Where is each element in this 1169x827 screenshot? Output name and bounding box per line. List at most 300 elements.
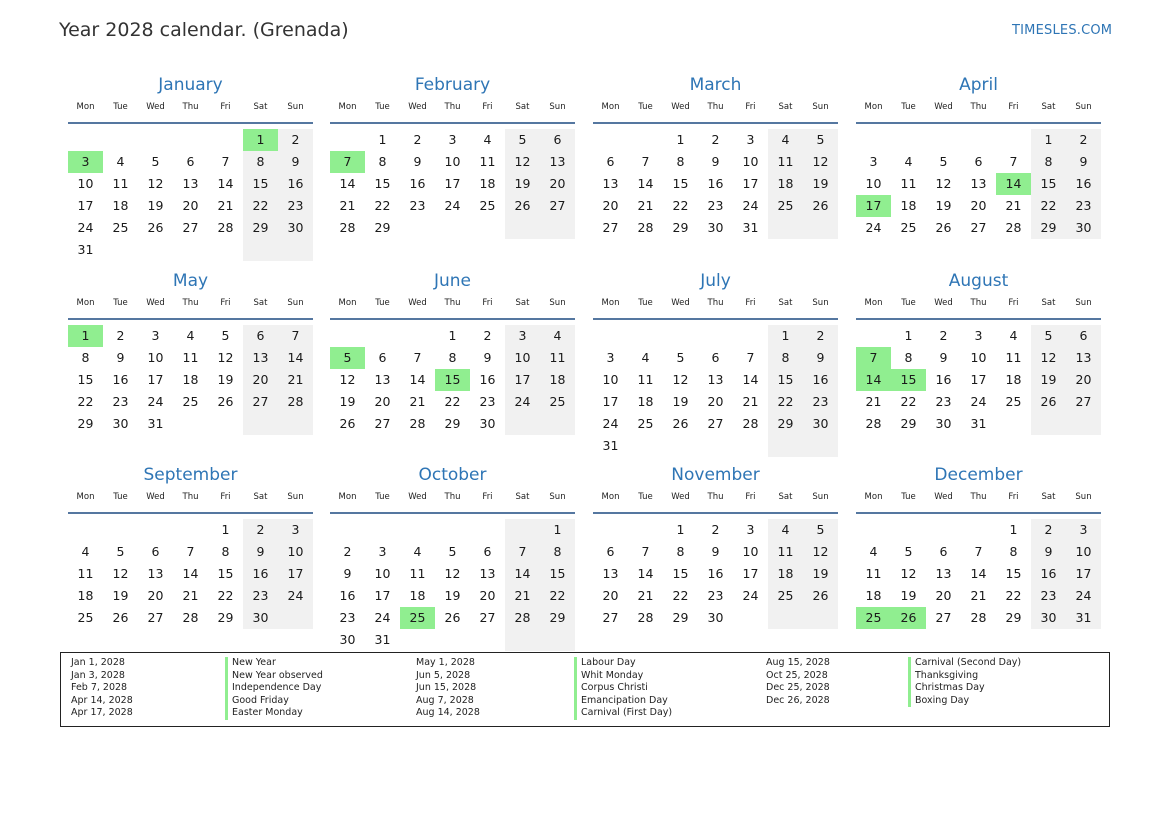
day-cell: 17 <box>970 372 987 387</box>
day-cell: 18 <box>182 372 199 387</box>
day-cell: 13 <box>374 372 391 387</box>
day-cell: 13 <box>602 566 619 581</box>
day-cell: 14 <box>278 347 313 369</box>
day-cell: 15 <box>77 372 94 387</box>
day-cell: 22 <box>540 585 575 607</box>
day-cell: 8 <box>1009 544 1018 559</box>
day-cell: 27 <box>602 610 619 625</box>
day-cell: 22 <box>672 198 689 213</box>
day-cell: 7 <box>186 544 195 559</box>
day-cell: 18 <box>865 588 882 603</box>
day-cell: 29 <box>672 610 689 625</box>
holiday-day-cell: 3 <box>68 151 103 173</box>
day-cell: 6 <box>606 154 615 169</box>
day-cell: 20 <box>935 588 952 603</box>
day-cell: 31 <box>970 416 987 431</box>
day-cell: 12 <box>112 566 129 581</box>
day-cell: 2 <box>278 129 313 151</box>
day-cell: 20 <box>970 198 987 213</box>
day-cell: 1 <box>1009 522 1018 537</box>
day-cell: 27 <box>1066 391 1101 413</box>
day-cell: 20 <box>602 198 619 213</box>
day-cell: 12 <box>900 566 917 581</box>
day-cell: 30 <box>112 416 129 431</box>
day-cell: 19 <box>1031 369 1066 391</box>
weekday-label: Fri <box>220 298 231 308</box>
legend-names-column <box>908 657 1021 707</box>
weekday-label: Tue <box>901 298 916 308</box>
day-cell: 5 <box>676 350 685 365</box>
day-cell: 24 <box>865 220 882 235</box>
day-cell: 21 <box>865 394 882 409</box>
day-cell: 17 <box>602 394 619 409</box>
day-cell: 6 <box>974 154 983 169</box>
holiday-day-cell: 17 <box>856 195 891 217</box>
day-cell: 29 <box>77 416 94 431</box>
day-cell: 4 <box>641 350 650 365</box>
day-cell: 4 <box>483 132 492 147</box>
day-cell: 24 <box>374 610 391 625</box>
weekday-header <box>593 298 838 320</box>
day-cell: 27 <box>243 391 278 413</box>
day-cell: 12 <box>339 372 356 387</box>
holiday-day-cell: 15 <box>891 369 926 391</box>
weekend-blank-cell <box>768 217 803 239</box>
day-cell: 22 <box>768 391 803 413</box>
day-cell: 3 <box>151 328 160 343</box>
legend-date: Jan 1, 2028 <box>71 657 125 668</box>
day-cell: 4 <box>904 154 913 169</box>
day-cell: 16 <box>1066 173 1101 195</box>
day-cell: 19 <box>112 588 129 603</box>
legend-date: Oct 25, 2028 <box>766 669 828 681</box>
day-cell: 20 <box>182 198 199 213</box>
day-cell: 10 <box>374 566 391 581</box>
weekday-label: Thu <box>707 492 724 502</box>
day-cell: 24 <box>505 391 540 413</box>
day-cell: 29 <box>672 220 689 235</box>
day-cell: 16 <box>935 372 952 387</box>
day-cell: 6 <box>711 350 720 365</box>
weekday-label: Fri <box>482 102 493 112</box>
day-cell: 16 <box>243 563 278 585</box>
day-cell: 5 <box>448 544 457 559</box>
day-cell: 27 <box>602 220 619 235</box>
day-cell: 28 <box>217 220 234 235</box>
day-cell: 13 <box>182 176 199 191</box>
day-cell: 28 <box>970 610 987 625</box>
day-cell: 15 <box>768 369 803 391</box>
day-cell: 13 <box>602 176 619 191</box>
legend-date: Dec 25, 2028 <box>766 682 830 694</box>
day-cell: 25 <box>112 220 129 235</box>
weekday-label: Sun <box>1075 102 1092 112</box>
weekday-label: Sat <box>1041 102 1056 112</box>
day-cell: 15 <box>374 176 391 191</box>
legend-date: Aug 14, 2028 <box>416 707 480 719</box>
day-cell: 25 <box>637 416 654 431</box>
day-cell: 16 <box>339 588 356 603</box>
day-cell: 21 <box>637 198 654 213</box>
day-cell: 27 <box>540 195 575 217</box>
day-cell: 11 <box>182 350 199 365</box>
weekday-label: Sat <box>253 102 268 112</box>
day-cell: 13 <box>540 151 575 173</box>
day-cell: 24 <box>1066 585 1101 607</box>
day-cell: 24 <box>77 220 94 235</box>
day-cell: 20 <box>243 369 278 391</box>
weekday-label: Tue <box>113 298 128 308</box>
legend-holiday-name: Easter Monday <box>232 707 303 719</box>
day-cell: 20 <box>147 588 164 603</box>
day-cell: 26 <box>339 416 356 431</box>
day-cell: 8 <box>243 151 278 173</box>
day-cell: 26 <box>672 416 689 431</box>
weekday-label: Sat <box>515 492 530 502</box>
day-cell: 19 <box>900 588 917 603</box>
weekday-label: Sun <box>549 298 566 308</box>
weekday-label: Thu <box>182 492 199 502</box>
weekday-label: Sat <box>515 102 530 112</box>
brand-link[interactable]: TIMESLES.COM <box>1012 23 1113 38</box>
day-cell: 31 <box>147 416 164 431</box>
day-cell: 16 <box>409 176 426 191</box>
day-cell: 11 <box>637 372 654 387</box>
weekend-blank-cell <box>505 413 540 435</box>
day-cell: 8 <box>676 154 685 169</box>
day-cell: 29 <box>243 217 278 239</box>
day-cell: 27 <box>935 610 952 625</box>
day-cell: 6 <box>151 544 160 559</box>
weekday-header <box>856 102 1101 124</box>
day-cell: 9 <box>116 350 125 365</box>
weekday-label: Wed <box>671 492 690 502</box>
day-cell: 23 <box>707 588 724 603</box>
day-cell: 27 <box>147 610 164 625</box>
day-cell: 12 <box>1031 347 1066 369</box>
day-cell: 26 <box>147 220 164 235</box>
day-cell: 11 <box>540 347 575 369</box>
day-cell: 11 <box>409 566 426 581</box>
day-cell: 29 <box>444 416 461 431</box>
weekday-label: Thu <box>444 102 461 112</box>
weekend-blank-cell <box>1066 413 1101 435</box>
day-cell: 23 <box>409 198 426 213</box>
day-cell: 10 <box>278 541 313 563</box>
month-name: June <box>433 271 472 291</box>
day-cell: 7 <box>505 541 540 563</box>
holiday-day-cell: 5 <box>330 347 365 369</box>
day-cell: 9 <box>413 154 422 169</box>
holiday-day-cell: 15 <box>435 369 470 391</box>
weekend-blank-cell <box>243 239 278 261</box>
day-cell: 9 <box>711 154 720 169</box>
weekend-blank-cell <box>278 413 313 435</box>
weekday-label: Sun <box>287 102 304 112</box>
day-cell: 23 <box>479 394 496 409</box>
day-cell: 23 <box>1031 585 1066 607</box>
day-cell: 23 <box>112 394 129 409</box>
day-cell: 11 <box>768 541 803 563</box>
day-cell: 20 <box>1066 369 1101 391</box>
day-cell: 11 <box>768 151 803 173</box>
day-cell: 3 <box>505 325 540 347</box>
weekday-label: Fri <box>1008 102 1019 112</box>
day-cell: 17 <box>77 198 94 213</box>
day-cell: 13 <box>935 566 952 581</box>
month-name: September <box>143 465 238 485</box>
month-name: December <box>934 465 1023 485</box>
day-cell: 3 <box>606 350 615 365</box>
day-cell: 5 <box>116 544 125 559</box>
month-name: February <box>414 75 491 95</box>
weekday-header <box>68 298 313 320</box>
weekday-label: Wed <box>146 492 165 502</box>
weekend-blank-cell <box>768 607 803 629</box>
day-cell: 18 <box>900 198 917 213</box>
day-cell: 19 <box>339 394 356 409</box>
day-cell: 19 <box>444 588 461 603</box>
weekday-label: Sat <box>253 492 268 502</box>
day-cell: 29 <box>900 416 917 431</box>
weekend-blank-cell <box>768 435 803 457</box>
day-cell: 30 <box>935 416 952 431</box>
day-cell: 31 <box>1066 607 1101 629</box>
weekday-label: Wed <box>408 492 427 502</box>
day-cell: 8 <box>1031 151 1066 173</box>
day-cell: 4 <box>869 544 878 559</box>
day-cell: 8 <box>676 544 685 559</box>
legend-holiday-name: Whit Monday <box>581 669 644 681</box>
legend-date: Dec 26, 2028 <box>766 694 830 706</box>
day-cell: 30 <box>707 220 724 235</box>
day-cell: 8 <box>540 541 575 563</box>
day-cell: 2 <box>116 328 125 343</box>
day-cell: 20 <box>602 588 619 603</box>
weekday-label: Thu <box>970 298 987 308</box>
day-cell: 19 <box>935 198 952 213</box>
day-cell: 4 <box>768 519 803 541</box>
day-cell: 24 <box>602 416 619 431</box>
legend-names-column <box>574 657 672 720</box>
day-cell: 11 <box>900 176 917 191</box>
weekday-label: Mon <box>601 492 620 502</box>
day-cell: 24 <box>970 394 987 409</box>
day-cell: 19 <box>803 173 838 195</box>
day-cell: 26 <box>1031 391 1066 413</box>
weekday-label: Thu <box>970 102 987 112</box>
day-cell: 3 <box>746 522 755 537</box>
day-cell: 15 <box>540 563 575 585</box>
day-cell: 15 <box>672 566 689 581</box>
day-cell: 22 <box>1031 195 1066 217</box>
weekend-blank-cell <box>243 413 278 435</box>
weekday-label: Fri <box>220 102 231 112</box>
holiday-day-cell: 26 <box>891 607 926 629</box>
day-cell: 29 <box>540 607 575 629</box>
day-cell: 16 <box>479 372 496 387</box>
weekday-label: Tue <box>375 492 390 502</box>
day-cell: 21 <box>1005 198 1022 213</box>
day-cell: 4 <box>540 325 575 347</box>
day-cell: 11 <box>1005 350 1022 365</box>
day-cell: 28 <box>865 416 882 431</box>
day-cell: 29 <box>1005 610 1022 625</box>
day-cell: 3 <box>746 132 755 147</box>
day-cell: 17 <box>374 588 391 603</box>
day-cell: 4 <box>768 129 803 151</box>
day-cell: 25 <box>540 391 575 413</box>
legend-holiday-name: Thanksgiving <box>915 669 979 681</box>
day-cell: 14 <box>742 372 759 387</box>
day-cell: 14 <box>339 176 356 191</box>
day-cell: 9 <box>1066 151 1101 173</box>
weekday-header <box>856 492 1101 514</box>
day-cell: 5 <box>904 544 913 559</box>
weekday-label: Thu <box>444 298 461 308</box>
day-cell: 10 <box>147 350 164 365</box>
month-name: April <box>959 75 998 95</box>
weekday-label: Thu <box>444 492 461 502</box>
day-cell: 4 <box>81 544 90 559</box>
day-cell: 27 <box>970 220 987 235</box>
day-cell: 2 <box>711 132 720 147</box>
day-cell: 6 <box>243 325 278 347</box>
day-cell: 7 <box>413 350 422 365</box>
day-cell: 11 <box>865 566 882 581</box>
day-cell: 30 <box>339 632 356 647</box>
day-cell: 16 <box>707 566 724 581</box>
day-cell: 23 <box>339 610 356 625</box>
weekday-label: Mon <box>338 492 357 502</box>
day-cell: 13 <box>707 372 724 387</box>
day-cell: 26 <box>505 195 540 217</box>
day-cell: 25 <box>1005 394 1022 409</box>
legend-holiday-name: Boxing Day <box>915 694 970 706</box>
day-cell: 10 <box>1066 541 1101 563</box>
day-cell: 13 <box>147 566 164 581</box>
day-cell: 1 <box>221 522 230 537</box>
day-cell: 2 <box>711 522 720 537</box>
day-cell: 8 <box>378 154 387 169</box>
day-cell: 14 <box>637 176 654 191</box>
weekend-blank-cell <box>540 629 575 651</box>
legend-date: May 1, 2028 <box>416 657 475 668</box>
day-cell: 3 <box>378 544 387 559</box>
weekday-label: Wed <box>934 102 953 112</box>
legend-holiday-name: New Year observed <box>232 669 323 681</box>
weekday-header <box>330 492 575 514</box>
day-cell: 31 <box>374 632 391 647</box>
day-cell: 18 <box>1005 372 1022 387</box>
day-cell: 25 <box>768 195 803 217</box>
day-cell: 5 <box>803 519 838 541</box>
legend-dates-column <box>416 657 480 720</box>
weekday-label: Mon <box>864 102 883 112</box>
weekday-label: Sat <box>1041 492 1056 502</box>
day-cell: 26 <box>803 585 838 607</box>
page-title: Year 2028 calendar. (Grenada) <box>59 19 349 41</box>
day-cell: 3 <box>448 132 457 147</box>
day-cell: 9 <box>243 541 278 563</box>
weekday-label: Wed <box>671 298 690 308</box>
day-cell: 21 <box>505 585 540 607</box>
weekday-label: Tue <box>638 492 653 502</box>
weekday-label: Tue <box>375 102 390 112</box>
day-cell: 6 <box>378 350 387 365</box>
day-cell: 23 <box>707 198 724 213</box>
day-cell: 28 <box>339 220 356 235</box>
day-cell: 27 <box>479 610 496 625</box>
day-cell: 16 <box>1031 563 1066 585</box>
day-cell: 8 <box>448 350 457 365</box>
day-cell: 14 <box>409 372 426 387</box>
weekday-label: Fri <box>745 492 756 502</box>
weekday-label: Wed <box>146 102 165 112</box>
day-cell: 27 <box>707 416 724 431</box>
weekday-label: Sun <box>1075 298 1092 308</box>
day-cell: 18 <box>540 369 575 391</box>
day-cell: 9 <box>803 347 838 369</box>
weekday-label: Thu <box>707 102 724 112</box>
day-cell: 15 <box>243 173 278 195</box>
day-cell: 18 <box>409 588 426 603</box>
weekday-label: Wed <box>671 102 690 112</box>
weekday-label: Tue <box>901 492 916 502</box>
weekend-blank-cell <box>505 217 540 239</box>
day-cell: 24 <box>444 198 461 213</box>
day-cell: 21 <box>278 369 313 391</box>
day-cell: 5 <box>505 129 540 151</box>
day-cell: 5 <box>803 129 838 151</box>
day-cell: 17 <box>742 176 759 191</box>
weekday-header <box>330 298 575 320</box>
day-cell: 1 <box>540 519 575 541</box>
day-cell: 25 <box>77 610 94 625</box>
weekday-label: Tue <box>638 298 653 308</box>
day-cell: 24 <box>742 198 759 213</box>
day-cell: 30 <box>707 610 724 625</box>
day-cell: 8 <box>81 350 90 365</box>
day-cell: 2 <box>1066 129 1101 151</box>
day-cell: 6 <box>1066 325 1101 347</box>
day-cell: 29 <box>374 220 391 235</box>
day-cell: 28 <box>278 391 313 413</box>
weekend-blank-cell <box>1031 413 1066 435</box>
day-cell: 21 <box>970 588 987 603</box>
legend-date: Jun 5, 2028 <box>416 669 471 681</box>
day-cell: 1 <box>904 328 913 343</box>
day-cell: 20 <box>374 394 391 409</box>
month-name: August <box>948 271 1009 291</box>
weekday-label: Sat <box>778 492 793 502</box>
weekday-label: Fri <box>482 298 493 308</box>
weekday-label: Mon <box>338 102 357 112</box>
day-cell: 7 <box>1009 154 1018 169</box>
legend-holiday-name: Corpus Christi <box>581 682 648 694</box>
day-cell: 22 <box>444 394 461 409</box>
day-cell: 12 <box>935 176 952 191</box>
day-cell: 11 <box>77 566 94 581</box>
day-cell: 23 <box>935 394 952 409</box>
day-cell: 28 <box>182 610 199 625</box>
day-cell: 15 <box>1005 566 1022 581</box>
weekend-blank-cell <box>505 629 540 651</box>
day-cell: 25 <box>479 198 496 213</box>
month-name: March <box>689 75 742 95</box>
day-cell: 8 <box>904 350 913 365</box>
weekday-label: Tue <box>901 102 916 112</box>
